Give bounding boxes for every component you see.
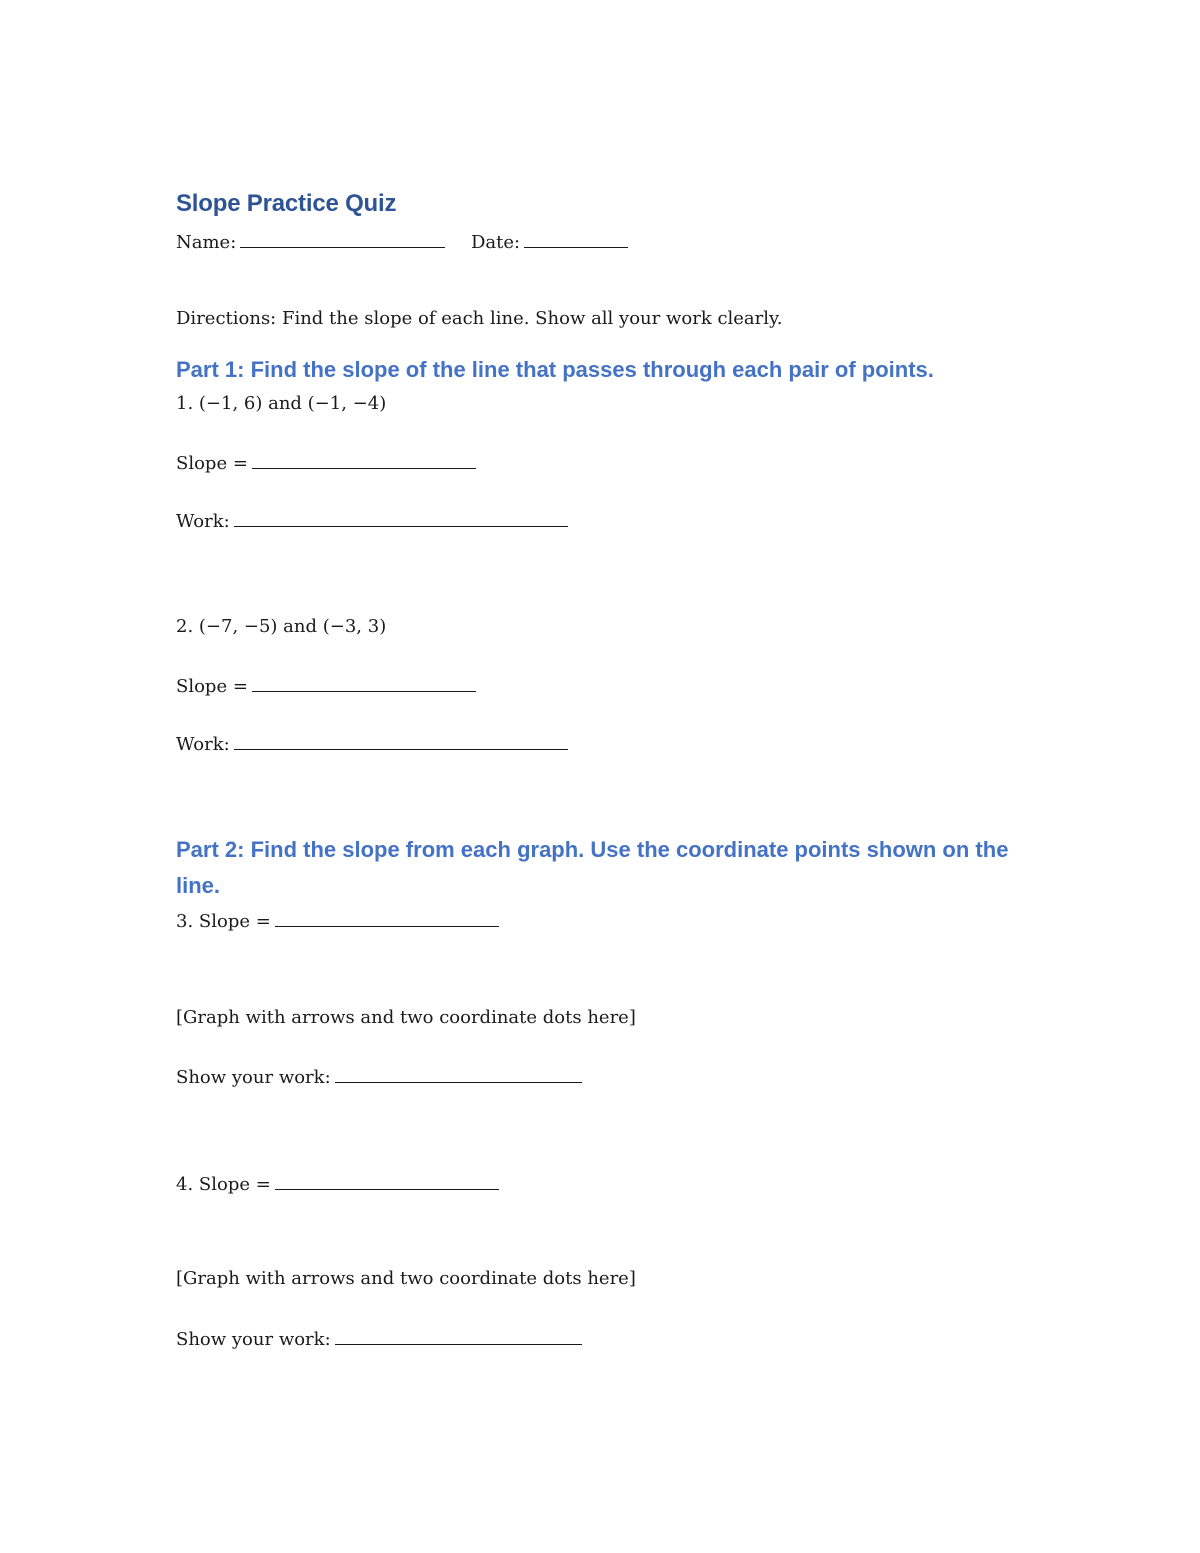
part2-heading (176, 832, 1008, 904)
name-field-row (176, 230, 445, 254)
date-label: Date: (471, 232, 521, 253)
problem-3-work-row (176, 1065, 582, 1089)
date-field-row (471, 230, 628, 254)
slope-label: 4. Slope = (176, 1174, 271, 1195)
name-label: Name: (176, 232, 237, 253)
part2-heading-line1: Part 2: Find the slope from each graph. Use the coordinate points shown on the (176, 837, 1009, 862)
problem-3-graph-placeholder: [Graph with arrows and two coordinate dots here] (176, 1007, 636, 1028)
problem-1-points: 1. (−1, 6) and (−1, −4) (176, 393, 387, 414)
problem-4-work-row (176, 1327, 582, 1351)
problem-4-slope-row (176, 1172, 499, 1196)
problem-1-slope-blank[interactable] (252, 451, 476, 469)
name-blank-line[interactable] (240, 230, 445, 248)
problem-2-slope-blank[interactable] (252, 674, 476, 692)
work-label: Work: (176, 734, 230, 755)
problem-2-work-row (176, 732, 568, 756)
slope-label: Slope = (176, 676, 248, 697)
problem-3-work-blank[interactable] (335, 1065, 582, 1083)
problem-1-work-row (176, 509, 568, 533)
slope-label: Slope = (176, 453, 248, 474)
directions-text: Directions: Find the slope of each line. Show all your work clearly. (176, 308, 783, 329)
work-label: Show your work: (176, 1329, 331, 1350)
work-label: Work: (176, 511, 230, 532)
problem-4-work-blank[interactable] (335, 1327, 582, 1345)
problem-2-work-blank[interactable] (234, 732, 568, 750)
page-title: Slope Practice Quiz (176, 190, 397, 217)
problem-4-slope-blank[interactable] (275, 1172, 499, 1190)
problem-2-slope-row (176, 674, 476, 698)
problem-1-work-blank[interactable] (234, 509, 568, 527)
problem-2-points: 2. (−7, −5) and (−3, 3) (176, 616, 387, 637)
part2-heading-line2: line. (176, 873, 221, 898)
work-label: Show your work: (176, 1067, 331, 1088)
problem-4-graph-placeholder: [Graph with arrows and two coordinate dots here] (176, 1268, 636, 1289)
slope-label: 3. Slope = (176, 911, 271, 932)
date-blank-line[interactable] (524, 230, 628, 248)
problem-1-slope-row (176, 451, 476, 475)
part1-heading: Part 1: Find the slope of the line that passes through each pair of points. (176, 357, 934, 382)
problem-3-slope-blank[interactable] (275, 909, 499, 927)
problem-3-slope-row (176, 909, 499, 933)
